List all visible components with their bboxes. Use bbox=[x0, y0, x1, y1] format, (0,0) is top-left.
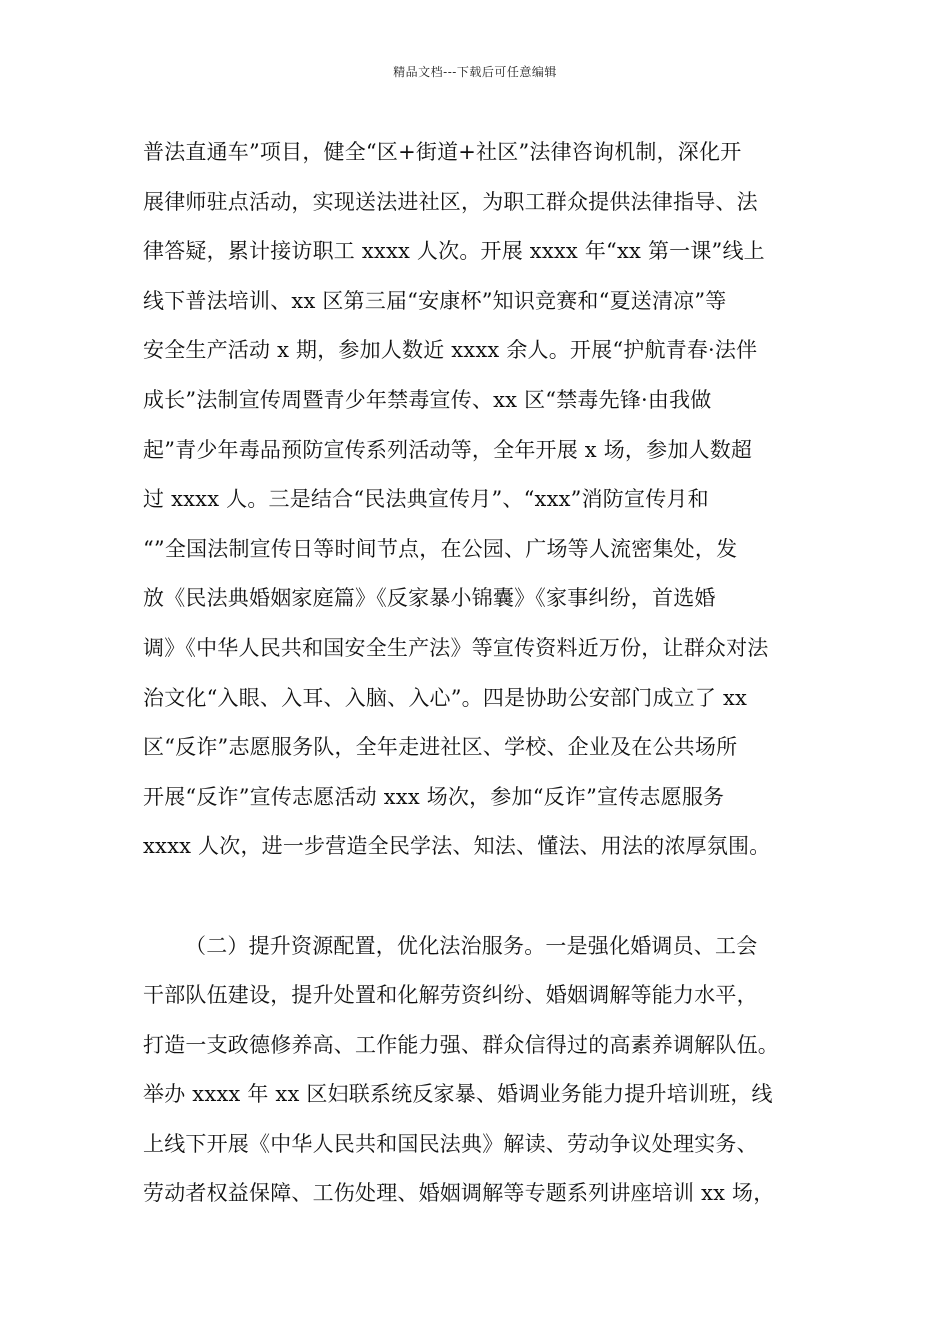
text-line: 劳动者权益保障、工伤处理、婚姻调解等专题系列讲座培训 xx 场， bbox=[143, 1181, 775, 1206]
text-line: 放《民法典婚姻家庭篇》《反家暴小锦囊》《家事纠纷，首选婚 bbox=[143, 586, 716, 611]
text-line: 线下普法培训、xx 区第三届“安康杯”知识竞赛和“夏送清凉”等 bbox=[143, 288, 727, 313]
text-line: 开展“反诈”宣传志愿活动 xxx 场次，参加“反诈”宣传志愿服务 bbox=[143, 784, 725, 809]
text-line: 普法直通车”项目，健全“区+街道+社区”法律咨询机制，深化开 bbox=[143, 140, 742, 164]
text-line: 过 xxxx 人。三是结合“民法典宣传月”、“xxx”消防宣传月和 bbox=[143, 487, 709, 512]
text-line: 安全生产活动 x 期，参加人数近 xxxx 余人。开展“护航青春·法伴 bbox=[143, 338, 758, 363]
paragraph-spacer bbox=[143, 872, 813, 922]
text-line: 打造一支政德修养高、工作能力强、群众信得过的高素养调解队伍。 bbox=[143, 1032, 779, 1057]
text-line: 展律师驻点活动，实现送法进社区，为职工群众提供法律指导、法 bbox=[143, 189, 758, 214]
text-line: 起”青少年毒品预防宣传系列活动等，全年开展 x 场，参加人数超 bbox=[143, 437, 753, 462]
text-line: 干部队伍建设，提升处置和化解劳资纠纷、婚姻调解等能力水平， bbox=[143, 983, 758, 1008]
text-line: 治文化“入眼、入耳、入脑、入心”。四是协助公安部门成立了 xx bbox=[143, 685, 748, 710]
text-line: 律答疑，累计接访职工 xxxx 人次。开展 xxxx 年“xx 第一课”线上 bbox=[143, 239, 765, 264]
text-line: 成长”法制宣传周暨青少年禁毒宣传、xx 区“禁毒先锋·由我做 bbox=[143, 387, 712, 412]
text-line: 举办 xxxx 年 xx 区妇联系统反家暴、婚调业务能力提升培训班，线 bbox=[143, 1082, 773, 1107]
text-line: 上线下开展《中华人民共和国民法典》解读、劳动争议处理实务、 bbox=[143, 1131, 758, 1156]
text-line: 调》《中华人民共和国安全生产法》等宣传资料近万份，让群众对法 bbox=[143, 635, 769, 660]
text-line: （二）提升资源配置，优化法治服务。一是强化婚调员、工会 bbox=[185, 933, 758, 958]
text-line: xxxx 人次，进一步营造全民学法、知法、懂法、用法的浓厚氛围。 bbox=[143, 834, 771, 859]
document-body bbox=[143, 128, 813, 1219]
page-header: 精品文档---下载后可任意编辑 bbox=[393, 65, 557, 79]
paragraph-2 bbox=[143, 922, 813, 1220]
paragraph-1 bbox=[143, 128, 813, 872]
text-line: “”全国法制宣传日等时间节点，在公园、广场等人流密集处，发 bbox=[143, 536, 738, 561]
text-line: 区“反诈”志愿服务队，全年走进社区、学校、企业及在公共场所 bbox=[143, 735, 738, 760]
